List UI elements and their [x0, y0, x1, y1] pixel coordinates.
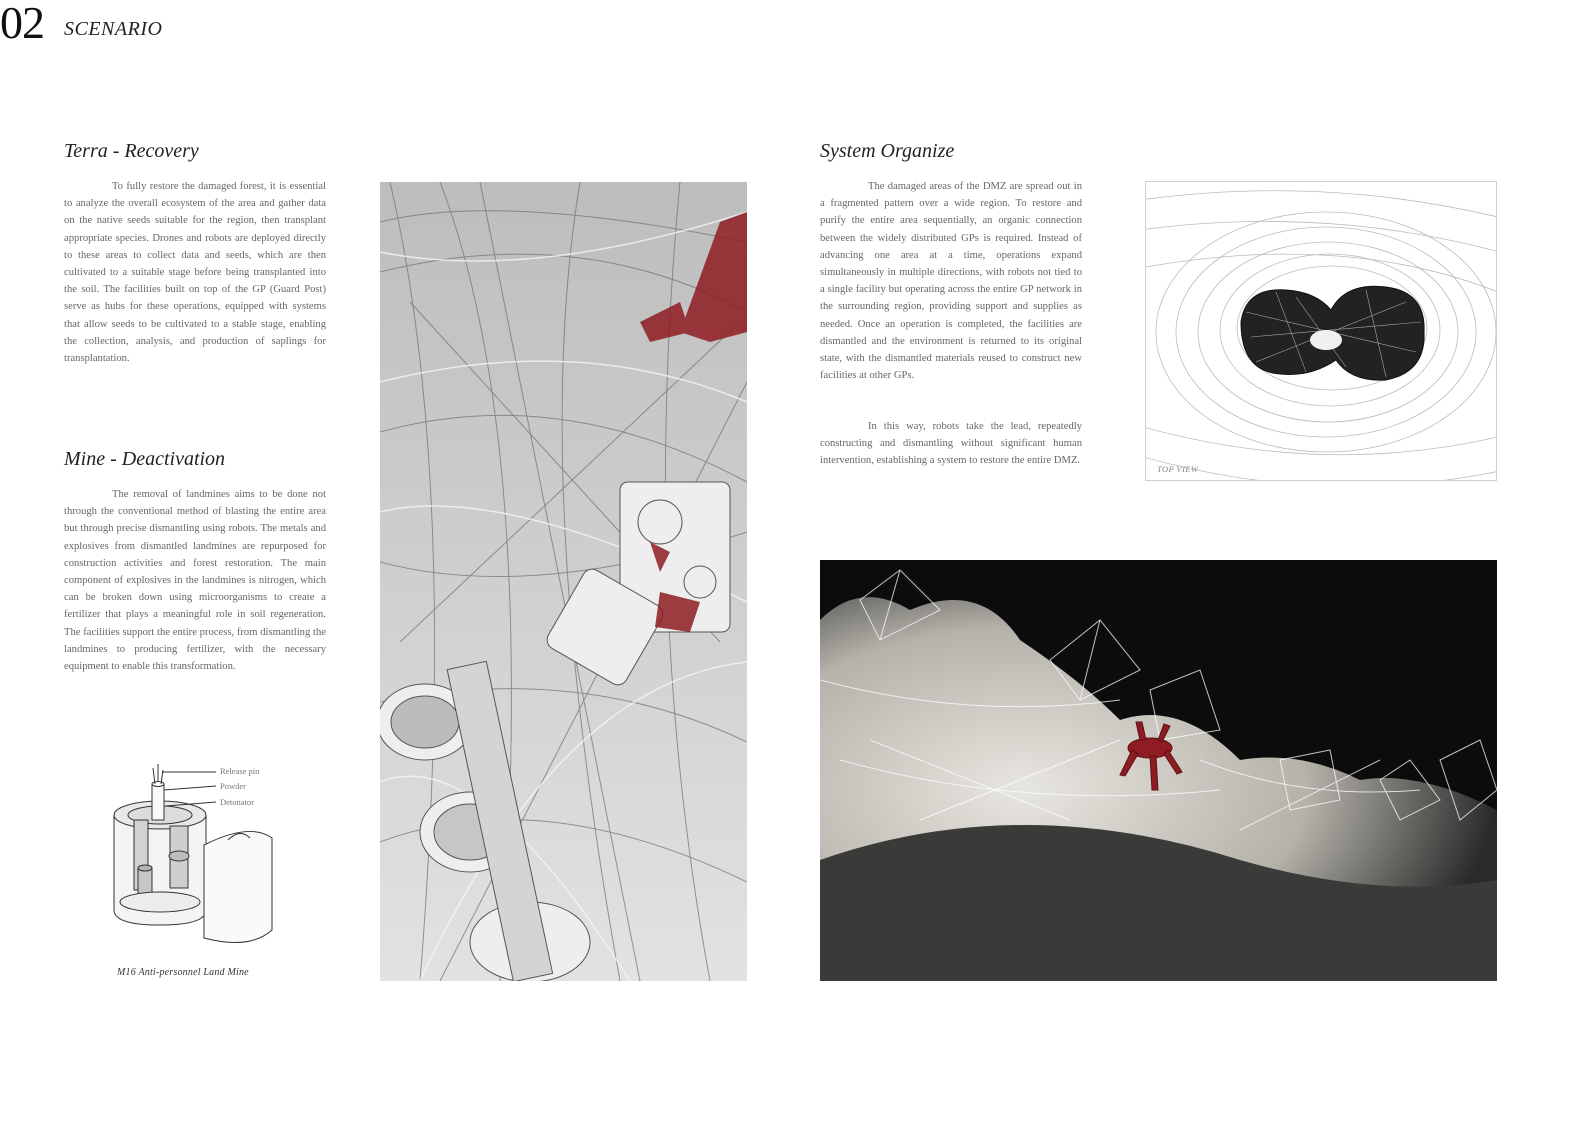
system-body-text-2: In this way, robots take the lead, repeatedly constructing and dismantling without significant human intervention, establishing a system to restore the entire DMZ. — [820, 421, 1082, 467]
section-title-mine: Mine - Deactivation — [64, 448, 226, 470]
top-view-caption: TOP VIEW — [1157, 464, 1199, 474]
mine-diagram-caption: M16 Anti-personnel Land Mine — [117, 967, 249, 978]
terra-body-text: To fully restore the damaged forest, it is essential to analyze the overall ecosystem of the area and gather data on the native seeds suitable for the region, then transplant appropriate species. Drones and robots are deployed directly to these areas to collect data and seeds, which are then cultivated to a suitable stage before being transplanted into the soil. The facilities built on top of the GP (Guard Post) serve as hubs for these operations, equipped with systems that allow seeds to be cultivated to a stable stage, enabling the collection, analysis, and production of saplings for transplantation. — [64, 181, 326, 365]
mine-body-text: The removal of landmines aims to be done not through the conventional method of blasting the entire area but through precise dismantling using robots. The metals and explosives from dismantled landmines are repurposed for construction activities and forest restoration. The main component of explosives in the landmines is nitrogen, which can be broken down using microorganisms to create a fertilizer that plays a meaningful role in soil regeneration. The facilities support the entire process, from dismantling the landmines to producing fertilizer, with the necessary equipment to enable this transformation. — [64, 489, 326, 673]
section-title-terra: Terra - Recovery — [64, 140, 199, 162]
page-heading: SCENARIO — [64, 18, 163, 40]
landmine-diagram — [100, 760, 300, 955]
label-powder: Powder — [220, 781, 246, 791]
section-title-system: System Organize — [820, 140, 955, 162]
landmine-illustration — [100, 760, 300, 955]
label-detonator: Detonator — [220, 797, 254, 807]
page-number: 02 — [0, 0, 44, 48]
forest-render-image — [380, 182, 747, 981]
top-view-map — [1145, 181, 1497, 481]
label-release-pin: Release pin — [220, 766, 260, 776]
system-body-text: The damaged areas of the DMZ are spread out in a fragmented pattern over a wide region. To restore and purify the entire area sequentially, an organic connection between the widely distributed GPs is required. Instead of advancing one area at a time, operations expand simultaneously in multiple directions, with robots not tied to a single facility but operating across the entire GP network in the surrounding region, providing support and supplies as needed. Once an operation is completed, the facilities are dismantled and the environment is returned to its original state, with the dismantled materials reused to construct new facilities at other GPs. — [820, 181, 1082, 382]
contour-map — [1146, 182, 1497, 481]
model-photo-illustration — [820, 560, 1497, 981]
forest-render-illustration — [380, 182, 747, 981]
model-photo — [820, 560, 1497, 981]
